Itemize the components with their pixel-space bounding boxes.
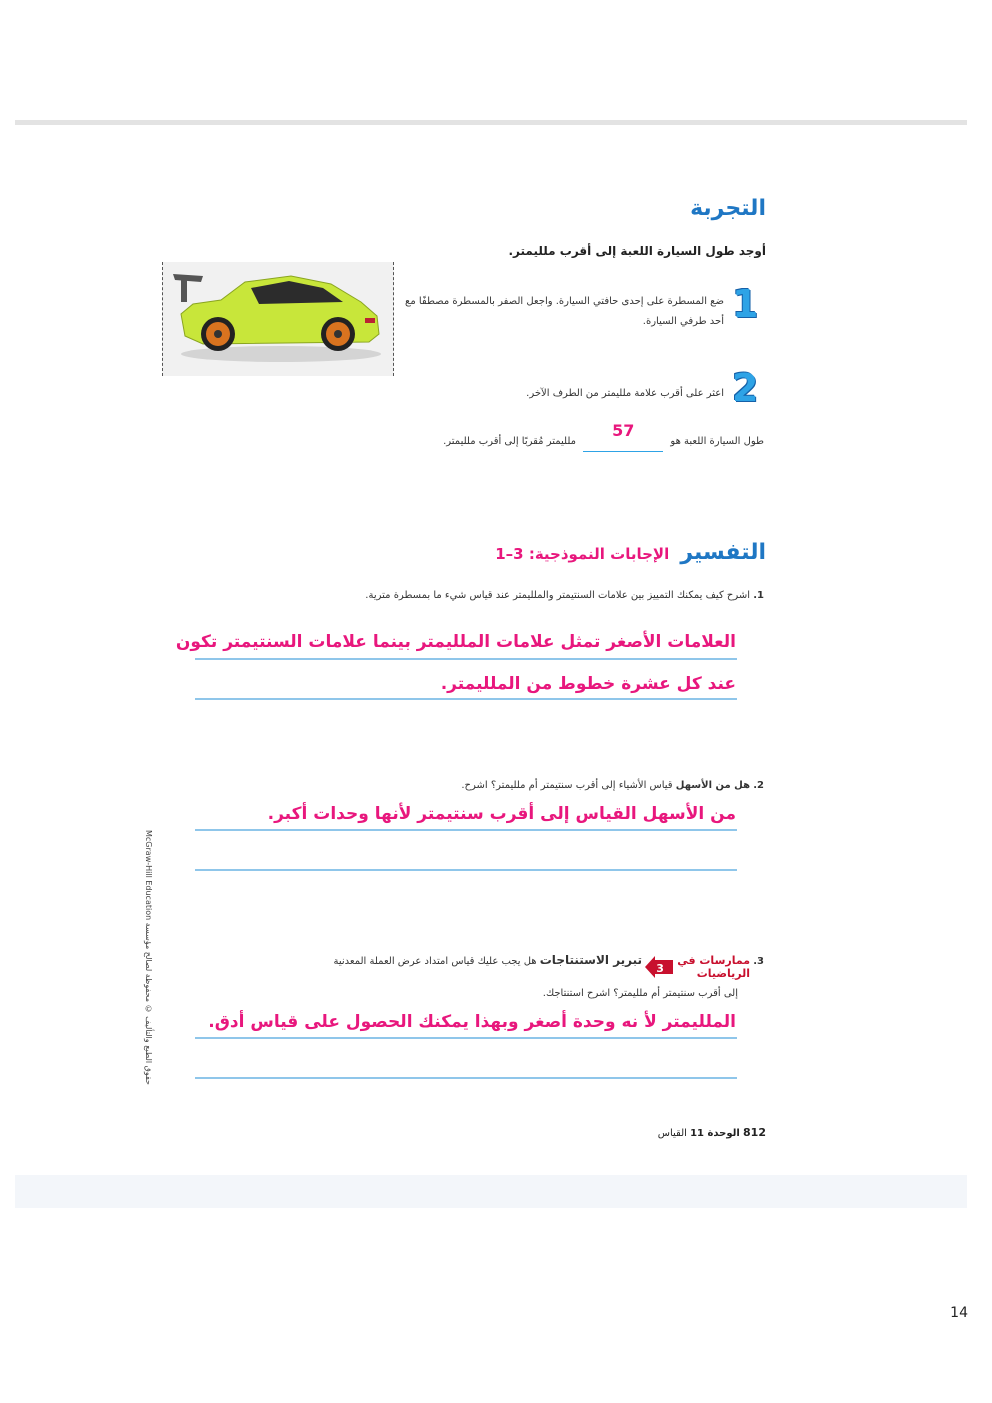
publisher-note: McGraw-Hill Education حقوق الطبع والتأليف © محفوظة لصالح مؤسسة xyxy=(144,830,153,1085)
question-2-number: 2. xyxy=(753,780,764,791)
badge-number: 3 xyxy=(656,962,664,975)
step-1-number: 1 xyxy=(732,282,759,326)
question-3-text-2: إلى أقرب سنتيمتر أم ملليمتر؟ اشرح استنتاجك. xyxy=(542,988,738,999)
math-practice-badge xyxy=(645,954,750,980)
toy-car-image xyxy=(162,262,394,376)
question-1 xyxy=(284,586,764,606)
answer-1-rule-2 xyxy=(195,698,737,700)
experiment-instruction: أوجد طول السيارة اللعبة إلى أقرب ملليمتر. xyxy=(508,244,766,258)
badge-line-2: الرياضيات xyxy=(696,967,751,980)
top-rule xyxy=(15,120,967,125)
answer-2-rule-1 xyxy=(195,829,737,831)
answer-1-line-2[interactable]: عند كل عشرة خطوط من الملليمتر. xyxy=(440,674,736,694)
result-value: 57 xyxy=(612,421,635,440)
question-3-text: هل يجب عليك قياس امتداد عرض العملة المعدنية xyxy=(333,956,537,967)
question-1-text: اشرح كيف يمكنك التمييز بين علامات السنتيمتر والملليمتر عند قياس شيء ما بمسطرة مترية. xyxy=(365,590,751,601)
result-sentence xyxy=(443,421,764,452)
step-2-number: 2 xyxy=(732,366,759,410)
red-arrow-icon xyxy=(645,956,673,978)
experiment-title: التجربة xyxy=(690,196,766,221)
interpret-header xyxy=(495,540,766,565)
answer-3-rule-2 xyxy=(195,1077,737,1079)
answer-1-rule-1 xyxy=(195,658,737,660)
interpret-title: التفسير xyxy=(680,540,766,565)
bottom-band xyxy=(15,1175,967,1208)
question-3 xyxy=(333,950,764,980)
result-prefix: طول السيارة اللعبة هو xyxy=(670,436,764,447)
answer-3-rule-1 xyxy=(195,1037,737,1039)
footer-unit-name: القياس xyxy=(657,1128,687,1139)
question-2-text: قياس الأشياء إلى أقرب سنتيمتر أم ملليمتر؟ اشرح. xyxy=(461,780,673,791)
result-suffix: ملليمتر مُقربًا إلى أقرب ملليمتر. xyxy=(443,436,577,447)
question-2 xyxy=(461,776,764,796)
question-3-lead: تبرير الاستنتاجات xyxy=(539,953,643,967)
toy-car-illustration xyxy=(163,262,393,376)
answer-1-line-1[interactable]: العلامات الأصغر تمثل علامات الملليمتر بينما علامات السنتيمتر تكون xyxy=(175,632,736,652)
page-footer xyxy=(658,1126,766,1139)
question-3-number: 3. xyxy=(753,956,764,967)
page-number: 14 xyxy=(950,1305,968,1321)
interpret-subtitle: الإجابات النموذجية: 3–1 xyxy=(495,545,670,563)
question-1-number: 1. xyxy=(753,590,764,601)
answer-2-rule-2 xyxy=(195,869,737,871)
answer-2-line-1[interactable]: من الأسهل القياس إلى أقرب سنتيمتر لأنها وحدات أكبر. xyxy=(267,804,736,824)
result-blank[interactable] xyxy=(583,421,663,452)
step-1-text: ضع المسطرة على إحدى حافتي السيارة. واجعل الصفر بالمسطرة مصطفًا مع أحد طرفي السيارة. xyxy=(405,296,724,327)
question-2-lead: هل من الأسهل xyxy=(675,780,751,791)
answer-3-line-1[interactable]: الملليمتر لأ نه وحدة أصغر وبهذا يمكنك الحصول على قياس أدق. xyxy=(208,1012,736,1032)
footer-page: 812 xyxy=(743,1126,766,1139)
step-2-text: اعثر على أقرب علامة ملليمتر من الطرف الآخر. xyxy=(526,388,724,399)
footer-unit: الوحدة 11 xyxy=(690,1128,740,1139)
badge-label xyxy=(677,954,750,980)
badge-line-1: ممارسات في xyxy=(677,954,751,967)
